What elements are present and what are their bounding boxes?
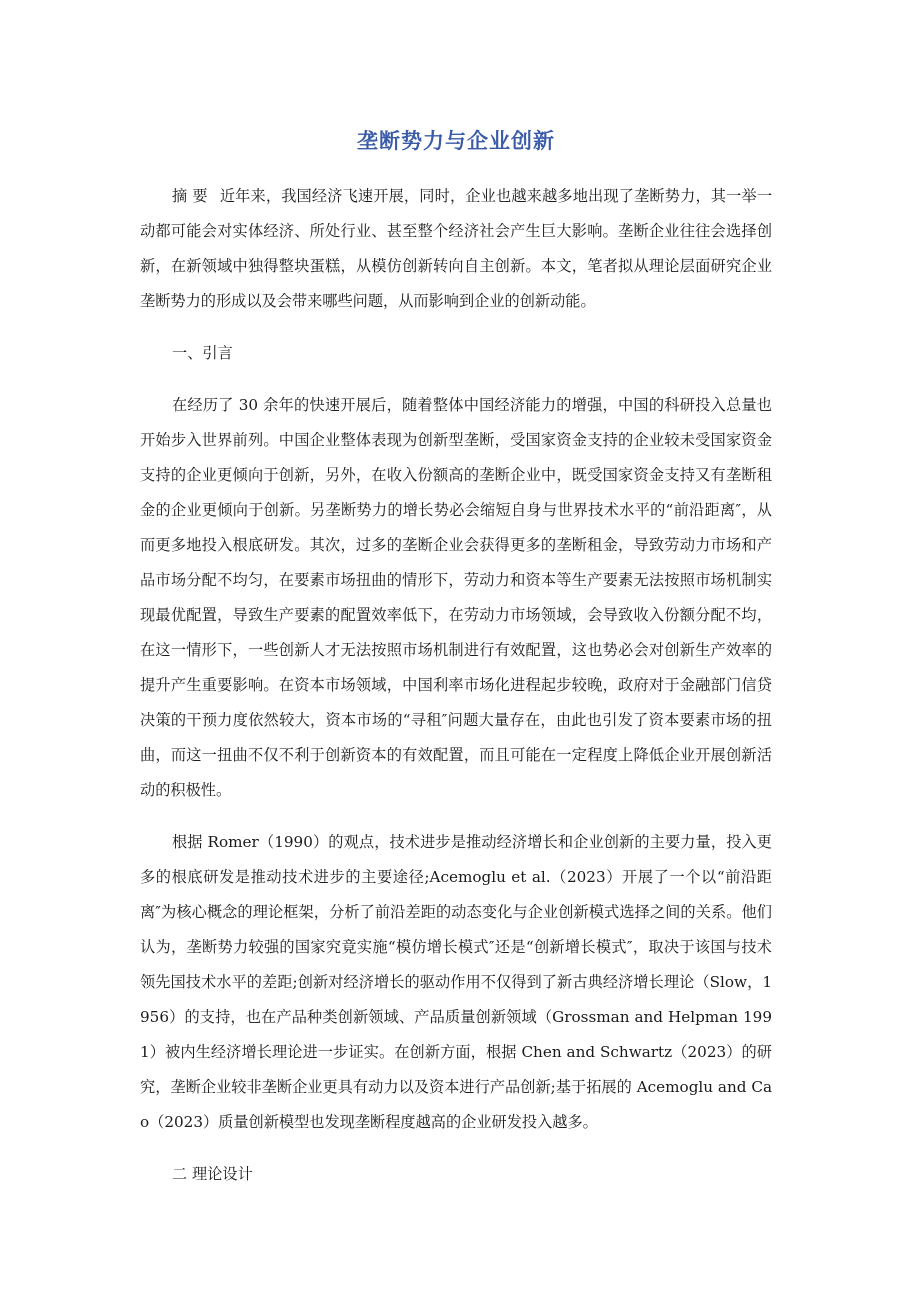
section-heading-theory: 二 理论设计 (172, 1165, 253, 1183)
abstract-paragraph (140, 179, 772, 319)
body-paragraph: 根据 Romer（1990）的观点，技术进步是推动经济增长和企业创新的主要力量，投入更多的根底研发是推动技术进步的主要途径;Acemoglu et al.（2023）开展了一个以“前沿距离″为核心概念的理论框架，分析了前沿差距的动态变化与企业创新模式选择之间的关系。他们认为，垄断势力较强的国家究竟实施“模仿增长模式″还是“创新增长模式″，取决于该国与技术领先国技术水平的差距;创新对经济增长的驱动作用不仅得到了新古典经济增长理论（Slow，1956）的支持，也在产品种类创新领域、产品质量创新领域（Grossman and Helpman 1991）被内生经济增长理论进一步证实。在创新方面，根据 Chen and Schwartz（2023）的研究，垄断企业较非垄断企业更具有动力以及资本进行产品创新;基于拓展的 Acemoglu and Cao（2023）质量创新模型也发现垄断程度越高的企业研发投入越多。 (140, 833, 772, 1131)
section-heading-introduction: 一、引言 (172, 344, 233, 362)
document-page (140, 0, 772, 1192)
document-title: 垄断势力与企业创新 (357, 129, 555, 153)
paragraph-gap (140, 319, 772, 336)
body-paragraph: 在经历了 30 余年的快速开展后，随着整体中国经济能力的增强，中国的科研投入总量也开始步入世界前列。中国企业整体表现为创新型垄断，受国家资金支持的企业较未受国家资金支持的企业更倾向于创新，另外，在收入份额高的垄断企业中，既受国家资金支持又有垄断租金的企业更倾向于创新。另垄断势力的增长势必会缩短自身与世界技术水平的“前沿距离″，从而更多地投入根底研发。其次，过多的垄断企业会获得更多的垄断租金，导致劳动力市场和产品市场分配不均匀，在要素市场扭曲的情形下，劳动力和资本等生产要素无法按照市场机制实现最优配置，导致生产要素的配置效率低下，在劳动力市场领域，会导致收入份额分配不均，在这一情形下，一些创新人才无法按照市场机制进行有效配置，这也势必会对创新生产效率的提升产生重要影响。在资本市场领域，中国利率市场化进程起步较晚，政府对于金融部门信贷决策的干预力度依然较大，资本市场的“寻租″问题大量存在，由此也引发了资本要素市场的扭曲，而这一扭曲不仅不利于创新资本的有效配置，而且可能在一定程度上降低企业开展创新活动的积极性。 (140, 396, 772, 799)
abstract-label: 摘 要 (172, 187, 208, 205)
paragraph-gap (140, 1140, 772, 1157)
abstract-text: 近年来，我国经济飞速开展，同时，企业也越来越多地出现了垄断势力，其一举一动都可能会对实体经济、所处行业、甚至整个经济社会产生巨大影响。垄断企业往往会选择创新，在新领域中独得整块蛋糕，从模仿创新转向自主创新。本文，笔者拟从理论层面研究企业垄断势力的形成以及会带来哪些问题，从而影响到企业的创新动能。 (140, 187, 773, 310)
paragraph-gap (140, 371, 772, 388)
paragraph-gap (140, 808, 772, 825)
